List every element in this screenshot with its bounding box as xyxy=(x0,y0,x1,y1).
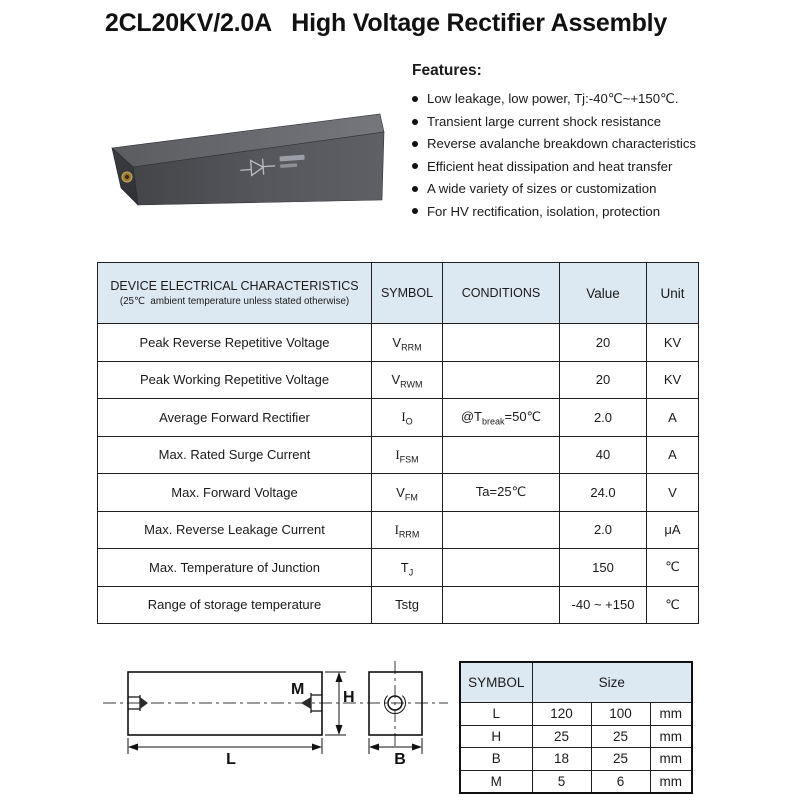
product-photo xyxy=(100,85,392,225)
feature-text: Reverse avalanche breakdown characteristics xyxy=(427,136,697,152)
size-cell: 25 xyxy=(532,725,591,748)
feature-item xyxy=(412,155,724,177)
size-row xyxy=(460,748,692,771)
symbol-subscript: J xyxy=(408,567,414,578)
symbol-base: I xyxy=(395,446,400,462)
features-list xyxy=(412,88,724,222)
row-value: 150 xyxy=(560,549,647,587)
dim-label-b: B xyxy=(394,751,406,768)
row-conditions: $@T_{break}=50℃$ xyxy=(443,399,560,437)
feature-item xyxy=(412,200,724,222)
row-conditions xyxy=(443,586,560,624)
row-unit: KV xyxy=(647,324,699,362)
feature-text: Transient large current shock resistance xyxy=(427,114,662,130)
dimension-drawing xyxy=(95,645,455,797)
feature-item xyxy=(412,88,724,110)
feature-text: Low leakage, low power, Tj:-40℃~+150℃. xyxy=(427,91,679,107)
feature-text: For HV rectification, isolation, protection xyxy=(427,203,661,219)
row-conditions: Ta=25℃ xyxy=(443,474,560,512)
size-cell: mm xyxy=(650,703,692,726)
row-label: Peak Reverse Repetitive Voltage xyxy=(98,324,372,362)
dim-label-l: L xyxy=(226,751,236,768)
row-unit: μA xyxy=(647,511,699,549)
stable-header-row xyxy=(460,662,692,703)
table-row xyxy=(98,549,699,587)
row-unit: V xyxy=(647,474,699,512)
size-cell: mm xyxy=(650,748,692,771)
row-value: 2.0 xyxy=(560,511,647,549)
size-cell: 100 xyxy=(591,703,650,726)
size-symbol: L xyxy=(460,703,532,726)
row-symbol xyxy=(372,436,443,474)
etable-header-unit: Unit xyxy=(647,263,699,324)
row-conditions xyxy=(443,511,560,549)
size-symbol: H xyxy=(460,725,532,748)
symbol-base: I xyxy=(394,521,399,537)
etable-header-characteristics xyxy=(98,263,372,324)
table-row xyxy=(98,511,699,549)
symbol-subscript: RRM xyxy=(401,342,422,353)
symbol-subscript: RWM xyxy=(400,379,423,390)
table-row xyxy=(98,586,699,624)
table-row xyxy=(98,436,699,474)
size-cell: 120 xyxy=(532,703,591,726)
row-conditions xyxy=(443,324,560,362)
features-section xyxy=(412,62,724,222)
size-symbol: B xyxy=(460,748,532,771)
bullet-icon xyxy=(412,119,418,125)
row-conditions xyxy=(443,436,560,474)
size-cell: 25 xyxy=(591,748,650,771)
etable-header-symbol: SYMBOL xyxy=(372,263,443,324)
feature-text: Efficient heat dissipation and heat transfer xyxy=(427,158,673,174)
bullet-icon xyxy=(412,186,418,192)
symbol-subscript: RRM xyxy=(398,529,420,540)
symbol-subscript: FSM xyxy=(399,454,419,465)
symbol-base: V xyxy=(396,484,405,500)
row-value: 24.0 xyxy=(560,474,647,512)
bullet-icon xyxy=(412,163,418,169)
etable-header-conditions: CONDITIONS xyxy=(443,263,560,324)
row-label: Max. Rated Surge Current xyxy=(98,436,372,474)
table-row xyxy=(98,474,699,512)
row-conditions xyxy=(443,361,560,399)
row-symbol xyxy=(372,399,443,437)
row-label: Peak Working Repetitive Voltage xyxy=(98,361,372,399)
symbol-subscript: FM xyxy=(404,492,418,503)
row-value: 20 xyxy=(560,324,647,362)
features-heading: Features: xyxy=(412,62,482,79)
thread-insert-icon xyxy=(122,172,132,182)
size-row xyxy=(460,770,692,793)
bullet-icon xyxy=(412,208,418,214)
dim-label-m: M xyxy=(291,681,305,698)
feature-item xyxy=(412,110,724,132)
feature-item xyxy=(412,178,724,200)
symbol-base: Tstg xyxy=(395,597,419,613)
size-cell: mm xyxy=(650,770,692,793)
stable-body xyxy=(460,703,692,794)
row-symbol xyxy=(372,511,443,549)
table-row xyxy=(98,324,699,362)
row-value: 20 xyxy=(560,361,647,399)
stable-header-size: Size xyxy=(532,662,692,703)
size-cell: 25 xyxy=(591,725,650,748)
stable-header-symbol: SYMBOL xyxy=(460,662,532,703)
size-cell: 18 xyxy=(532,748,591,771)
row-label: Range of storage temperature xyxy=(98,586,372,624)
etable-header-row xyxy=(98,263,699,324)
row-label: Average Forward Rectifier xyxy=(98,399,372,437)
row-symbol xyxy=(372,549,443,587)
etable-header-value: Value xyxy=(560,263,647,324)
row-symbol xyxy=(372,474,443,512)
symbol-base: I xyxy=(401,409,406,425)
dim-label-h: H xyxy=(343,689,355,706)
size-table xyxy=(459,661,693,794)
row-value: 40 xyxy=(560,436,647,474)
symbol-base: V xyxy=(391,372,401,388)
row-value: -40 ~ +150 xyxy=(560,586,647,624)
bullet-icon xyxy=(412,96,418,102)
row-conditions xyxy=(443,549,560,587)
etable-body xyxy=(98,324,699,624)
row-unit: ℃ xyxy=(647,549,699,587)
row-unit: A xyxy=(647,436,699,474)
row-label: Max. Forward Voltage xyxy=(98,474,372,512)
symbol-base: T xyxy=(400,559,409,575)
size-cell: mm xyxy=(650,725,692,748)
row-symbol xyxy=(372,586,443,624)
end-view-outline xyxy=(369,672,422,735)
page-title: 2CL20KV/2.0A High Voltage Rectifier Assembly xyxy=(104,9,668,37)
size-cell: 6 xyxy=(591,770,650,793)
table-row xyxy=(98,399,699,437)
size-symbol: M xyxy=(460,770,532,793)
symbol-subscript: O xyxy=(405,416,413,427)
row-symbol xyxy=(372,361,443,399)
feature-item xyxy=(412,133,724,155)
size-cell: 5 xyxy=(532,770,591,793)
etable-header-title: DEVICE ELECTRICAL CHARACTERISTICS xyxy=(110,279,359,293)
size-row xyxy=(460,703,692,726)
row-label: Max. Reverse Leakage Current xyxy=(98,511,372,549)
row-symbol xyxy=(372,324,443,362)
row-unit: ℃ xyxy=(647,586,699,624)
condition-subscript: break xyxy=(481,416,505,427)
row-label: Max. Temperature of Junction xyxy=(98,549,372,587)
bullet-icon xyxy=(412,141,418,147)
electrical-characteristics-table xyxy=(97,262,699,624)
etable-header-subtitle: (25℃ ambient temperature unless stated otherwise) xyxy=(119,296,350,307)
size-row xyxy=(460,725,692,748)
row-value: 2.0 xyxy=(560,399,647,437)
table-row xyxy=(98,361,699,399)
symbol-base: V xyxy=(392,334,402,350)
row-unit: A xyxy=(647,399,699,437)
row-unit: KV xyxy=(647,361,699,399)
feature-text: A wide variety of sizes or customization xyxy=(427,181,657,197)
